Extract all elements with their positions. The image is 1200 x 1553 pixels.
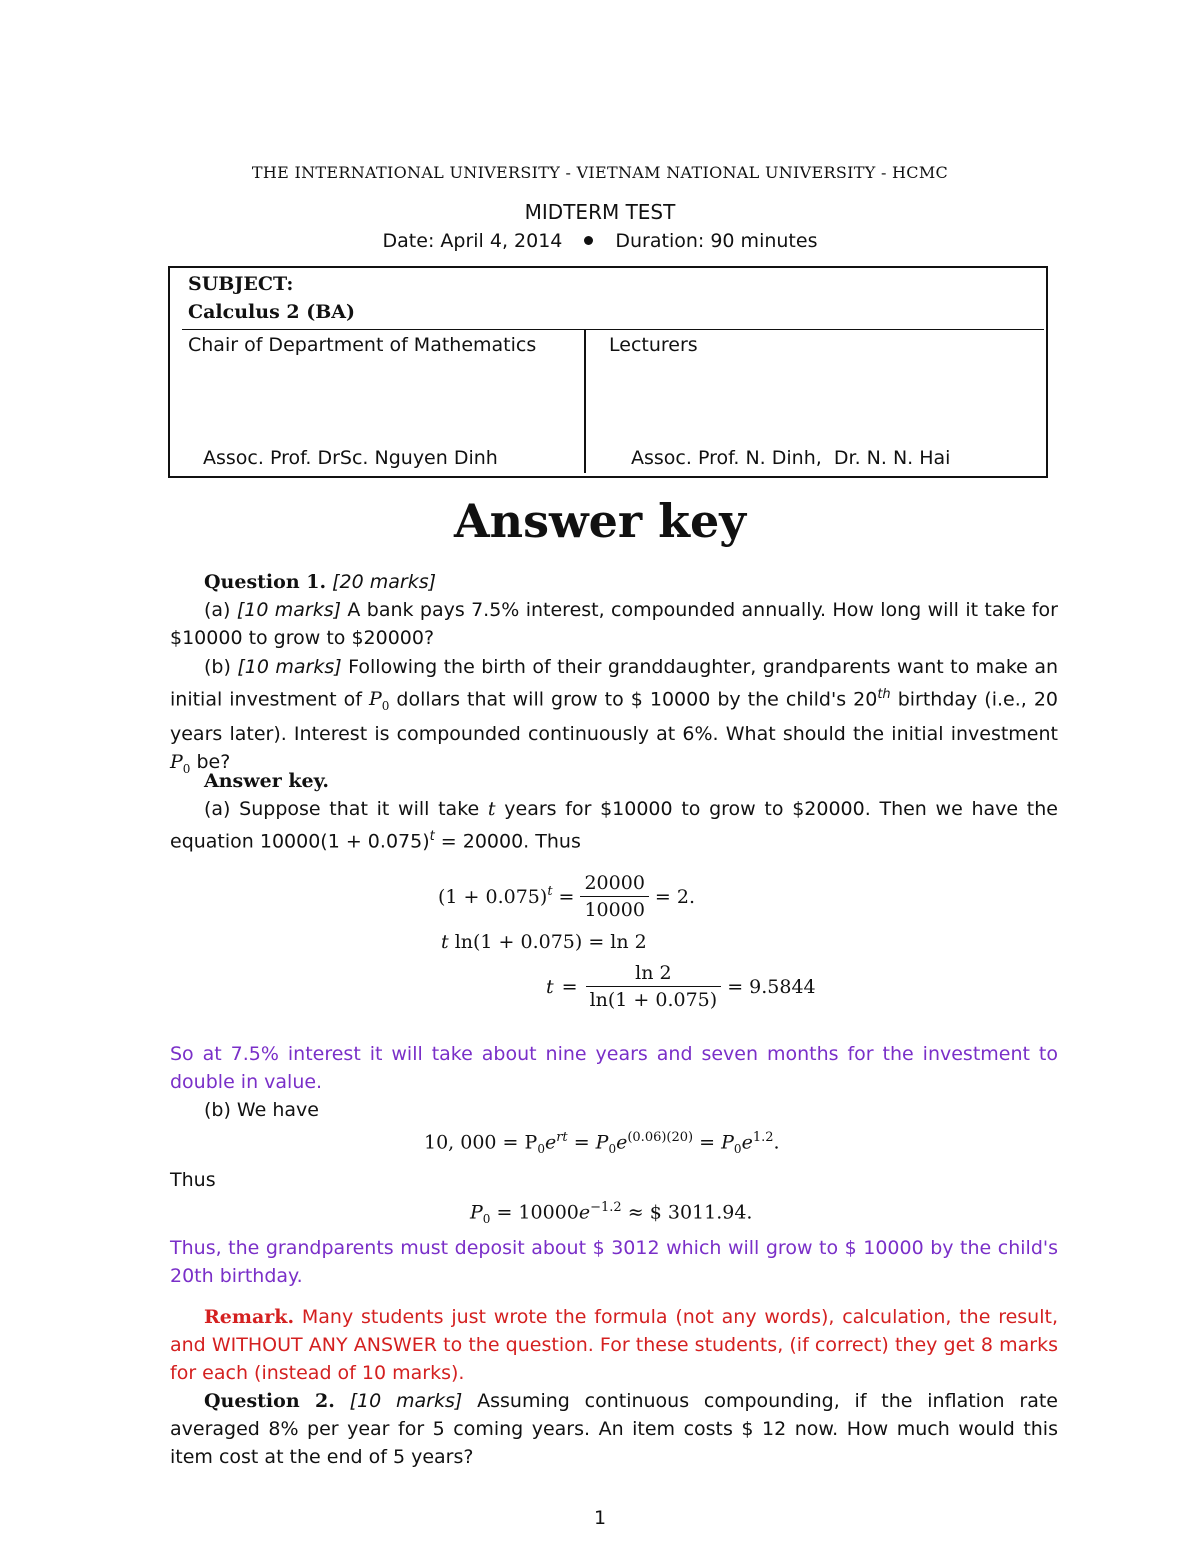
question-label: Question 2. — [204, 1390, 335, 1412]
subject-name: Calculus 2 (BA) — [188, 301, 355, 323]
conclusion-b: Thus, the grandparents must deposit about $ 3012 which will grow to $ 10000 by the child's 20th birthday. — [170, 1237, 1058, 1287]
page-number: 1 — [593, 1507, 607, 1529]
answer-heading: Answer key. — [204, 770, 330, 792]
question-marks: [10 marks] — [349, 1390, 463, 1412]
answer-text: = 20000. Thus — [440, 830, 581, 853]
university-name: THE INTERNATIONAL UNIVERSITY - VIETNAM NATIONAL UNIVERSITY - HCMC — [251, 163, 949, 182]
part-label: (b) — [204, 656, 231, 678]
test-date: Date: April 4, 2014 — [382, 230, 563, 252]
divider — [584, 329, 586, 473]
thus-label: Thus — [170, 1169, 216, 1191]
answer-1a: (a) Suppose that it will take t years for $10000 to grow to $20000. Then we have the equation $10000(1 + 0.075)^t = 20000$. Thus — [170, 798, 1058, 853]
divider — [182, 329, 1044, 330]
part-text: Following the birth of their granddaughter, grandparents want to make an initial investment of — [170, 656, 1058, 711]
part-text: dollars that will grow to $ 10000 by the child's 20 — [396, 688, 878, 711]
question-2 — [170, 1387, 1058, 1471]
conclusion-a: So at 7.5% interest it will take about nine years and seven months for the investment to double in value. — [170, 1043, 1058, 1093]
remark-emphasis: WITHOUT ANY ANSWER — [211, 1334, 437, 1356]
part-text: be? — [196, 751, 231, 774]
question-1a — [170, 596, 1058, 652]
remark: Remark. Many students just wrote the formula (not any words), calculation, the result, and WITHOUT ANY ANSWER to the question. For these students, (if correct) they get 8 marks for each (instead of 10 marks). — [170, 1306, 1058, 1384]
subject-label: SUBJECT: — [188, 273, 294, 295]
part-marks: [10 marks] — [236, 599, 342, 621]
equation-3: t = $\frac{\ln 2}{\ln(1 + 0.075)}$ = 9.5844 — [546, 962, 816, 1011]
lecturer-names: Assoc. Prof. N. Dinh, Dr. N. N. Hai — [631, 447, 951, 469]
equation-4: 10, $000 = P_0e^{rt} = P_0e^{(0.06)(20)} = P_0e^{1.2}$. — [424, 1130, 780, 1157]
chair-label: Chair of Department of Mathematics — [188, 334, 537, 356]
question-marks: [20 marks] — [332, 571, 437, 593]
part-text: A bank pays 7.5% interest, compounded annually. How long will it take for $10000 to grow to $20000? — [170, 599, 1058, 649]
equation-1: (1 + 0.075) $^t$ = $\frac{20000}{10000}$ = 2. — [438, 872, 696, 921]
equation-5: $P_0 = 10000e^{-1.2}$ ≈ $ 3011.94. — [470, 1200, 753, 1227]
answer-text: years for $10000 to grow to $20000. Then we have the equation 10000(1 + 0.075) — [170, 798, 1058, 853]
equation-2: t ln(1 + 0.075) = ln 2 — [441, 931, 647, 953]
page-title: Answer key — [453, 494, 746, 548]
lecturers-label: Lecturers — [609, 334, 698, 356]
part-text: birthday (i.e., 20 years later). Interest is compounded continuously at 6%. What should the initial investment — [170, 688, 1058, 746]
remark-label: Remark. — [204, 1306, 295, 1328]
answer-1b-intro: (b) We have — [204, 1099, 319, 1121]
test-duration: Duration: 90 minutes — [615, 230, 818, 252]
part-marks: [10 marks] — [237, 656, 342, 678]
date-duration-line — [0, 230, 1200, 252]
question-label: Question 1. — [204, 571, 327, 593]
bullet-icon — [584, 236, 593, 245]
chair-name: Assoc. Prof. DrSc. Nguyen Dinh — [203, 447, 498, 469]
answer-text: (a) Suppose that it will take — [204, 798, 480, 820]
question-text: Assuming continuous compounding, if the inflation rate averaged 8% per year for 5 coming years. An item costs $ 12 now. How much would this item cost at the end of 5 years? — [170, 1390, 1058, 1468]
test-title: MIDTERM TEST — [524, 200, 676, 224]
question-1-heading — [204, 568, 436, 596]
part-label: (a) — [204, 599, 231, 621]
question-1b: (b) [10 marks] Following the birth of their granddaughter, grandparents want to make an initial investment of $P_0$ dollars that will grow to $ 10000 by the child's 20th birthday (i.e., 20 years later). Interest is compounded continuously at 6%. What should the initial investment $P_0$ be? — [170, 656, 1058, 776]
